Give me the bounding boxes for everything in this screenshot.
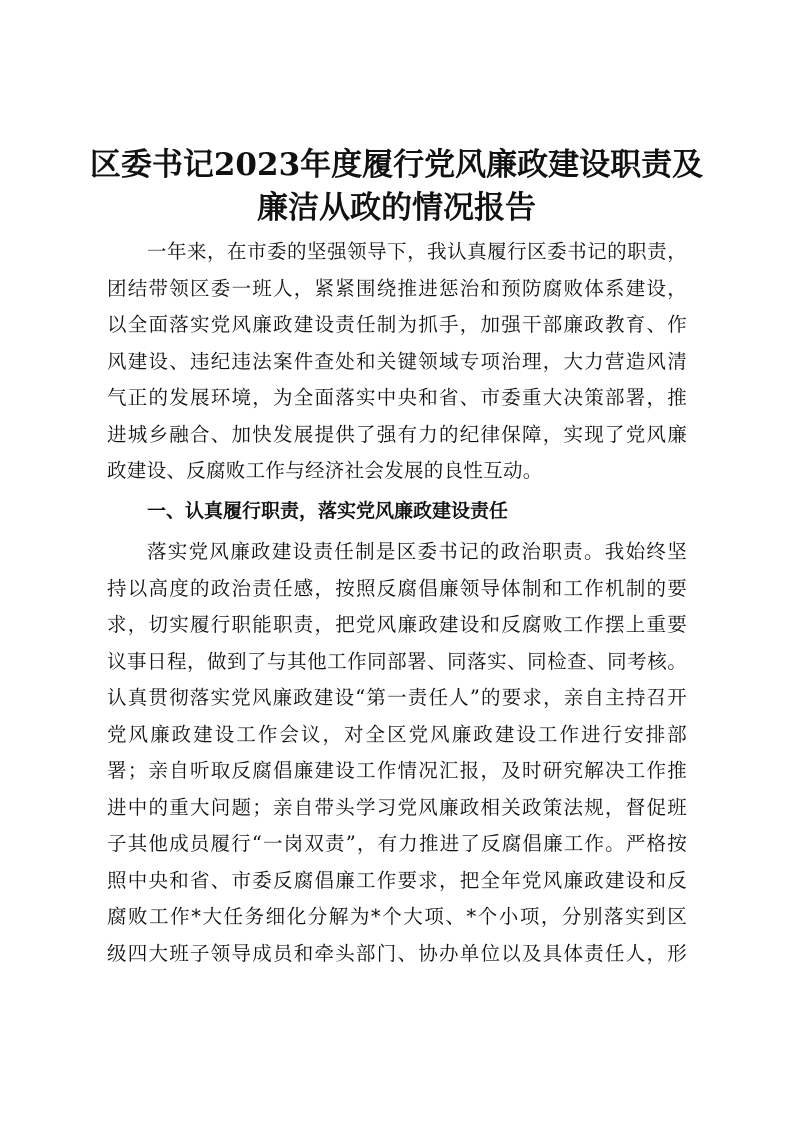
paragraph-line: 团结带领区委一班人，紧紧围绕推进惩治和预防腐败体系建设， [107, 276, 687, 300]
paragraph-line: 落实党风廉政建设责任制是区委书记的政治职责。我始终坚 [147, 540, 687, 563]
paragraph-line: 持以高度的政治责任感，按照反腐倡廉领导体制和工作机制的要 [107, 576, 687, 600]
paragraph-line: 子其他成员履行“一岗双责”，有力推进了反腐倡廉工作。严格按 [107, 832, 687, 855]
paragraph-line: 腐败工作*大任务细化分解为*个大项、*个小项，分别落实到区 [107, 905, 687, 928]
section-heading-1: 一、认真履行职责，落实党风廉政建设责任 [147, 500, 509, 522]
paragraph-section-1 [107, 534, 687, 972]
paragraph-line: 署；亲自听取反腐倡廉建设工作情况汇报，及时研究解决工作推 [107, 759, 687, 782]
paragraph-line: 级四大班子领导成员和牵头部门、协办单位以及具体责任人，形 [107, 941, 687, 965]
paragraph-intro [107, 234, 687, 490]
paragraph-line: 党风廉政建设工作会议，对全区党风廉政建设工作进行安排部 [107, 722, 687, 746]
paragraph-line: 认真贯彻落实党风廉政建设“第一责任人”的要求，亲自主持召开 [107, 686, 687, 709]
page-title-line-1: 区委书记2023年度履行党风廉政建设职责及 [89, 147, 704, 183]
page-title-line-2: 廉洁从政的情况报告 [257, 190, 536, 226]
paragraph-line: 风建设、违纪违法案件查处和关键领域专项治理，大力营造风清 [107, 349, 687, 373]
paragraph-line: 进城乡融合、加快发展提供了强有力的纪律保障，实现了党风廉 [107, 422, 687, 446]
paragraph-line: 气正的发展环境，为全面落实中央和省、市委重大决策部署，推 [107, 386, 687, 409]
paragraph-line: 政建设、反腐败工作与经济社会发展的良性互动。 [107, 459, 543, 482]
paragraph-line: 议事日程，做到了与其他工作同部署、同落实、同检查、同考核。 [107, 649, 687, 673]
paragraph-line: 一年来，在市委的坚强领导下，我认真履行区委书记的职责， [147, 240, 687, 263]
paragraph-line: 以全面落实党风廉政建设责任制为抓手，加强干部廉政教育、作 [107, 313, 687, 336]
paragraph-line: 求，切实履行职能职责，把党风廉政建设和反腐败工作摆上重要 [107, 613, 687, 636]
paragraph-line: 进中的重大问题；亲自带头学习党风廉政相关政策法规，督促班 [107, 795, 687, 819]
paragraph-line: 照中央和省、市委反腐倡廉工作要求，把全年党风廉政建设和反 [107, 868, 687, 892]
